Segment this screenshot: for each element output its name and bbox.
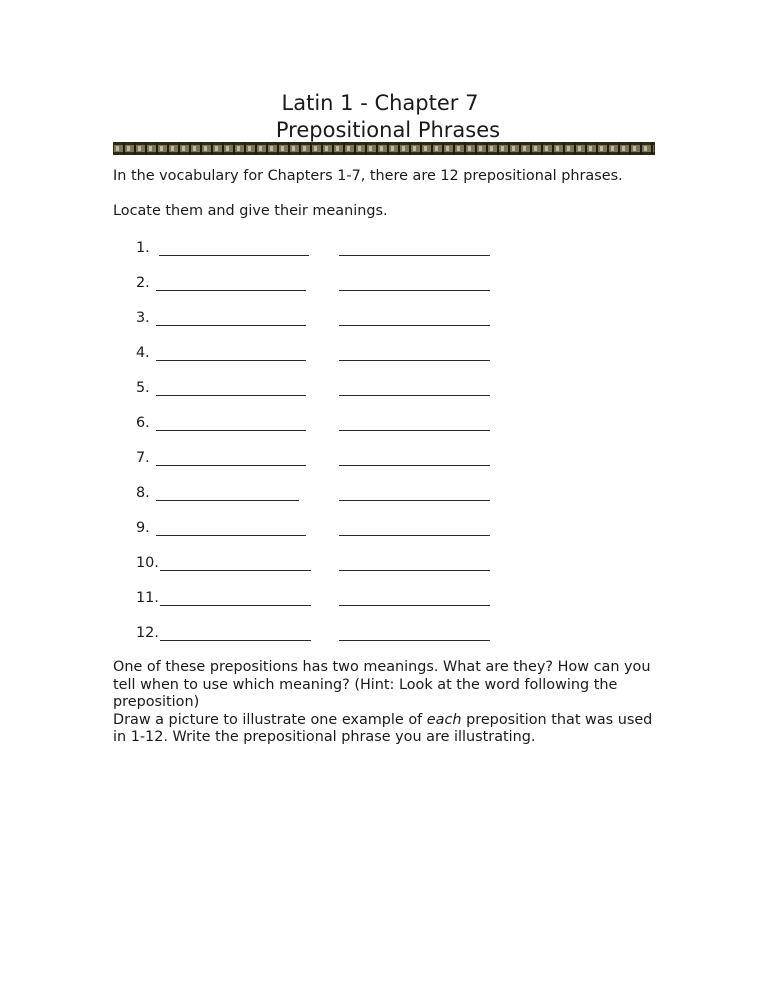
meaning-blank[interactable] (339, 605, 490, 606)
item-number: 1. (136, 240, 150, 256)
item-number: 5. (136, 380, 150, 396)
list-item (0, 309, 768, 329)
item-number: 10. (136, 555, 159, 571)
question-draw-picture (113, 712, 663, 747)
questions-block (113, 659, 663, 747)
list-item (0, 554, 768, 574)
item-number: 2. (136, 275, 150, 291)
list-item (0, 484, 768, 504)
question-draw-end: preposition that was used in 1-12. Write the prepositional phrase you are illustrating. (113, 711, 653, 745)
phrase-blank[interactable] (156, 430, 306, 431)
list-item (0, 589, 768, 609)
item-number: 11. (136, 590, 159, 606)
meaning-blank[interactable] (339, 465, 490, 466)
phrase-blank[interactable] (160, 570, 311, 571)
meaning-blank[interactable] (339, 430, 490, 431)
list-item (0, 449, 768, 469)
phrase-blank[interactable] (159, 255, 309, 256)
list-item (0, 414, 768, 434)
list-item (0, 379, 768, 399)
item-number: 12. (136, 625, 159, 641)
phrase-blank[interactable] (160, 605, 311, 606)
phrase-blank[interactable] (156, 500, 299, 501)
meaning-blank[interactable] (339, 290, 490, 291)
item-number: 8. (136, 485, 150, 501)
page-title: Latin 1 - Chapter 7 (281, 91, 479, 115)
list-item (0, 239, 768, 259)
item-number: 4. (136, 345, 150, 361)
question-two-meanings: One of these prepositions has two meanings. What are they? How can you tell when to use which meaning? (Hint: Look at the word following the preposition) (113, 659, 651, 710)
meaning-blank[interactable] (339, 255, 490, 256)
meaning-blank[interactable] (339, 640, 490, 641)
phrase-blank[interactable] (156, 325, 306, 326)
meaning-blank[interactable] (339, 535, 490, 536)
meaning-blank[interactable] (339, 360, 490, 361)
item-number: 7. (136, 450, 150, 466)
phrase-blank[interactable] (156, 290, 306, 291)
phrase-blank[interactable] (156, 465, 306, 466)
page-subtitle: Prepositional Phrases (275, 118, 501, 142)
list-item (0, 344, 768, 364)
list-item (0, 624, 768, 644)
item-number: 9. (136, 520, 150, 536)
question-draw-start: Draw a picture to illustrate one example of (113, 711, 427, 728)
phrase-blank[interactable] (156, 360, 306, 361)
phrase-blank[interactable] (156, 535, 306, 536)
emphasis-each: each (426, 711, 462, 728)
meaning-blank[interactable] (339, 570, 490, 571)
intro-text: In the vocabulary for Chapters 1-7, there are 12 prepositional phrases. (113, 168, 623, 184)
list-item (0, 274, 768, 294)
phrase-blank[interactable] (156, 395, 306, 396)
greek-key-border (113, 142, 655, 155)
instructions-text: Locate them and give their meanings. (113, 203, 388, 219)
meaning-blank[interactable] (339, 395, 490, 396)
meaning-blank[interactable] (339, 325, 490, 326)
item-number: 6. (136, 415, 150, 431)
meaning-blank[interactable] (339, 500, 490, 501)
phrase-blank[interactable] (160, 640, 311, 641)
list-item (0, 519, 768, 539)
item-number: 3. (136, 310, 150, 326)
